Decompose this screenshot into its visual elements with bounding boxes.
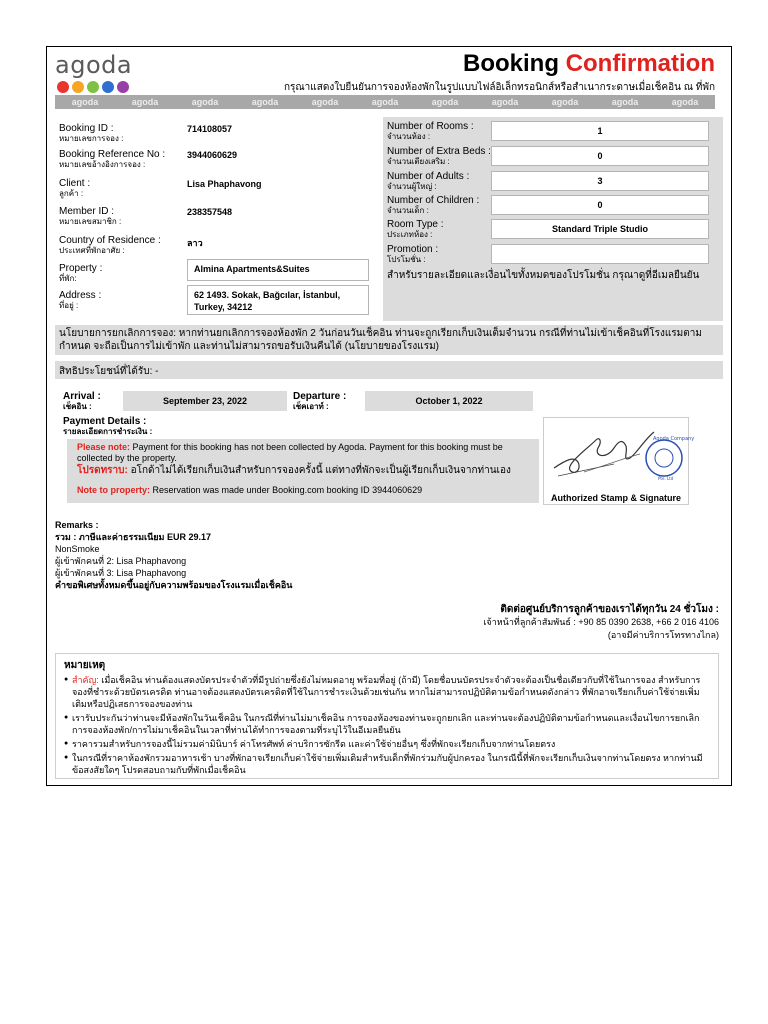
client-label: Client : <box>59 178 91 189</box>
address-label: Address : <box>59 290 102 301</box>
arrival-sublabel: เช็คอิน : <box>63 402 92 411</box>
band-item: agoda <box>71 97 99 107</box>
note-text: ราคารวมสำหรับการจองนี้ไม่รวมค่ามินิบาร์ ค่าโทรศัพท์ ค่าบริการซักรีด และค่าใช้จ่ายอื่นๆ ซึ่งที่พักจะเรียกเก็บจากท่านโดยตรง <box>72 739 556 749</box>
customer-service <box>483 603 719 642</box>
room-details <box>383 117 723 321</box>
promotion-label-group <box>387 244 438 264</box>
departure-date: October 1, 2022 <box>365 391 533 411</box>
children-sublabel: จำนวนเด็ก : <box>387 206 429 215</box>
children-label-group <box>387 195 479 215</box>
arrival-label: Arrival : <box>63 391 101 402</box>
booking-ref-label: Booking Reference No : <box>59 149 166 160</box>
payment-label: Payment Details : <box>63 416 147 427</box>
extra-beds-label: Number of Extra Beds : <box>387 146 491 157</box>
booking-id-label-group <box>59 123 123 143</box>
note-item <box>64 738 710 750</box>
special-requests: คำขอพิเศษทั้งหมดขึ้นอยู่กับความพร้อมของโรงแรมเมื่อเช็คอิน <box>55 580 293 590</box>
title-confirmation: Confirmation <box>565 50 715 77</box>
note-item <box>64 674 710 710</box>
property-label: Property : <box>59 263 103 274</box>
booking-details <box>55 117 375 321</box>
stay-payment-block <box>55 387 723 509</box>
seal-text: Agoda Company <box>653 436 695 442</box>
stamp-box <box>543 417 695 505</box>
member-id-label: Member ID : <box>59 206 115 217</box>
page-title <box>463 50 715 78</box>
band-item: agoda <box>311 97 339 107</box>
agoda-band <box>55 95 715 109</box>
remarks-title: Remarks : <box>55 520 99 530</box>
remarks-total: รวม : ภาษีและค่าธรรมเนียม EUR 29.17 <box>55 532 212 542</box>
payment-note-box <box>67 439 539 503</box>
promotion-note: สำหรับรายละเอียดและเงื่อนไขทั้งหมดของโปรโมชั่น กรุณาดูที่อีเมลยืนยัน <box>387 270 700 281</box>
adults-sublabel: จำนวนผู้ใหญ่ : <box>387 182 437 191</box>
promotion-value <box>491 244 709 264</box>
booking-ref-label-group <box>59 149 165 169</box>
country-value: ลาว <box>187 238 203 248</box>
contact-phones: เจ้าหน้าที่ลูกค้าสัมพันธ์ : +90 85 0390 2638, +66 2 016 4106 <box>483 617 719 627</box>
booking-ref-sublabel: หมายเลขอ้างอิงการจอง : <box>59 160 146 169</box>
logo-dot-blue <box>102 81 114 93</box>
extra-beds-value: 0 <box>491 146 709 166</box>
promotion-label: Promotion : <box>387 244 439 255</box>
address-value: 62 1493. Sokak, Bağcılar, İstanbul, Turkey, 34212 <box>187 285 369 315</box>
booking-confirmation-sheet <box>46 46 732 786</box>
client-label-group <box>59 178 90 198</box>
please-note <box>77 442 529 464</box>
client-value: Lisa Phaphavong <box>187 179 262 189</box>
note-text: เรารับประกันว่าท่านจะมีห้องพักในวันเช็คอิน ในกรณีที่ท่านไม่มาเช็คอิน การจองห้องของท่านจะถูกยกเลิก และท่านจะต้องปฏิบัติตามข้อกำหนดและเงื่อนไขการยกเลิกการจองห้องพัก/การไม่มาเช็คอินในเวลาที่ท่านได้ทำการจองตามที่ระบุไว้ในอีเมลยืนยัน <box>72 713 700 735</box>
band-item: agoda <box>431 97 459 107</box>
contact-title: ติดต่อศูนย์บริการลูกค้าของเราได้ทุกวัน 24 ชั่วโมง : <box>500 604 719 615</box>
remark-line: NonSmoke <box>55 544 100 554</box>
stamp-caption: Authorized Stamp & Signature <box>550 493 681 503</box>
children-label: Number of Children : <box>387 195 480 206</box>
logo-dot-orange <box>72 81 84 93</box>
payment-sublabel: รายละเอียดการชำระเงิน : <box>63 427 153 436</box>
room-type-value: Standard Triple Studio <box>491 219 709 239</box>
client-sublabel: ลูกค้า : <box>59 189 84 198</box>
band-item: agoda <box>551 97 579 107</box>
room-type-sublabel: ประเภทห้อง : <box>387 230 433 239</box>
signature-stamp-image <box>544 418 695 484</box>
title-booking: Booking <box>463 50 559 77</box>
logo-dot-green <box>87 81 99 93</box>
benefits: สิทธิประโยชน์ที่ได้รับ: - <box>55 361 723 379</box>
property-note-label: Note to property: <box>77 485 150 495</box>
band-item: agoda <box>251 97 279 107</box>
please-note-label: Please note: <box>77 442 131 452</box>
property-note-text: Reservation was made under Booking.com booking ID 3944060629 <box>152 485 423 495</box>
note-item <box>64 752 710 776</box>
country-label-group <box>59 235 161 255</box>
arrival-label-group <box>63 391 101 411</box>
booking-ref-value: 3944060629 <box>187 150 238 160</box>
departure-label: Departure : <box>293 391 347 402</box>
cancellation-policy: นโยบายการยกเลิกการจอง: หากท่านยกเลิกการจองห้องพัก 2 วันก่อนวันเช็คอิน ท่านจะถูกเรียกเก็บเงินเต็มจำนวน กรณีที่ท่านไม่เข้าเช็คอินที่โรงแรมตามกำหนด จะถือเป็นการไม่เข้าพัก และท่านไม่สามารถขอรับเงินคืนได้ (นโยบายของโรงแรม) <box>55 325 723 355</box>
note-item <box>64 712 710 736</box>
adults-label: Number of Adults : <box>387 171 470 182</box>
band-item: agoda <box>611 97 639 107</box>
member-id-label-group <box>59 206 121 226</box>
property-label-group <box>59 263 102 283</box>
extra-beds-label-group <box>387 146 491 166</box>
room-type-label-group <box>387 219 444 239</box>
rooms-sublabel: จำนวนห้อง : <box>387 132 431 141</box>
extra-beds-sublabel: จำนวนเตียงเสริม : <box>387 157 450 166</box>
property-sublabel: ที่พัก: <box>59 274 77 283</box>
departure-label-group <box>293 391 346 411</box>
logo-dot-purple <box>117 81 129 93</box>
booking-id-sublabel: หมายเลขการจอง : <box>59 134 124 143</box>
note-text: เมื่อเช็คอิน ท่านต้องแสดงบัตรประจำตัวที่มีรูปถ่ายซึ่งยังไม่หมดอายุ พร้อมที่อยู่ (ถ้ามี) โดยชื่อบนบัตรประจำตัวจะต้องเป็นชื่อเดียวกับที่ใช้ในการจอง สำหรับการจองที่ชำระด้วยบัตรเครดิต ท่านอาจต้องแสดงบัตรเครดิตที่ใช้ในการชำระเงินด้วยเช่นกัน หากไม่สามารถปฏิบัติตามข้อกำหนดดังกล่าว ที่พักอาจเรียกเก็บค่าใช้จ่ายเพิ่มเติมหรือปฏิเสธการจองของท่าน <box>72 675 701 709</box>
country-sublabel: ประเทศที่พักอาศัย : <box>59 246 125 255</box>
remarks <box>55 519 723 591</box>
children-value: 0 <box>491 195 709 215</box>
member-id-sublabel: หมายเลขสมาชิก : <box>59 217 122 226</box>
band-item: agoda <box>191 97 219 107</box>
thai-note-label: โปรดทราบ: <box>77 465 128 476</box>
property-note <box>77 485 529 496</box>
rooms-value: 1 <box>491 121 709 141</box>
arrival-date: September 23, 2022 <box>123 391 287 411</box>
country-label: Country of Residence : <box>59 235 161 246</box>
notes-list <box>64 674 710 776</box>
band-item: agoda <box>131 97 159 107</box>
property-value: Almina Apartments&Suites <box>187 259 369 281</box>
agoda-logo-dots <box>57 81 129 93</box>
departure-sublabel: เช็คเอาท์ : <box>293 402 329 411</box>
agoda-logo: agoda <box>55 51 133 79</box>
thai-note-text: อโกด้าไม่ได้เรียกเก็บเงินสำหรับการจองครั้งนี้ แต่ทางที่พักจะเป็นผู้เรียกเก็บเงินจากท่านเอง <box>130 465 511 476</box>
thai-note <box>77 465 529 476</box>
page-subtitle: กรุณาแสดงใบยืนยันการจองห้องพักในรูปแบบไฟล์อิเล็กทรอนิกส์หรือสำเนากระดาษเมื่อเช็คอิน ณ ที่พัก <box>283 82 715 93</box>
notes-title: หมายเหตุ <box>64 660 106 671</box>
logo-dot-red <box>57 81 69 93</box>
remark-line: ผู้เข้าพักคนที่ 3: Lisa Phaphavong <box>55 568 187 578</box>
booking-id-label: Booking ID : <box>59 123 114 134</box>
payment-label-group <box>63 416 152 436</box>
member-id-value: 238357548 <box>187 207 233 217</box>
address-sublabel: ที่อยู่ : <box>59 301 79 310</box>
contact-fee: (อาจมีค่าบริการโทรทางไกล) <box>607 630 719 640</box>
band-item: agoda <box>371 97 399 107</box>
important-label: สำคัญ: <box>72 675 99 685</box>
adults-value: 3 <box>491 171 709 191</box>
booking-id-value: 714108057 <box>187 124 233 134</box>
band-item: agoda <box>671 97 699 107</box>
remark-line: ผู้เข้าพักคนที่ 2: Lisa Phaphavong <box>55 556 187 566</box>
note-text: ในกรณีที่ราคาห้องพักรวมอาหารเช้า บางที่พักอาจเรียกเก็บค่าใช้จ่ายเพิ่มเติมสำหรับเด็กที่พักร่วมกับผู้ปกครอง ในกรณีนี้ที่พักจะเรียกเก็บเงินจากท่านโดยตรง หากท่านมีข้อสงสัยใดๆ โปรดสอบถามกับที่พักเมื่อเช็คอิน <box>72 753 703 775</box>
rooms-label: Number of Rooms : <box>387 121 474 132</box>
band-item: agoda <box>491 97 519 107</box>
room-type-label: Room Type : <box>387 219 444 230</box>
notes-box <box>55 653 719 779</box>
promotion-sublabel: โปรโมชั่น : <box>387 255 426 264</box>
adults-label-group <box>387 171 469 191</box>
seal-year: Pte. Ltd <box>658 476 674 481</box>
please-note-text: Payment for this booking has not been collected by Agoda. Payment for this booking must be collected by the property. <box>77 442 503 463</box>
address-label-group <box>59 290 101 310</box>
rooms-label-group <box>387 121 474 141</box>
